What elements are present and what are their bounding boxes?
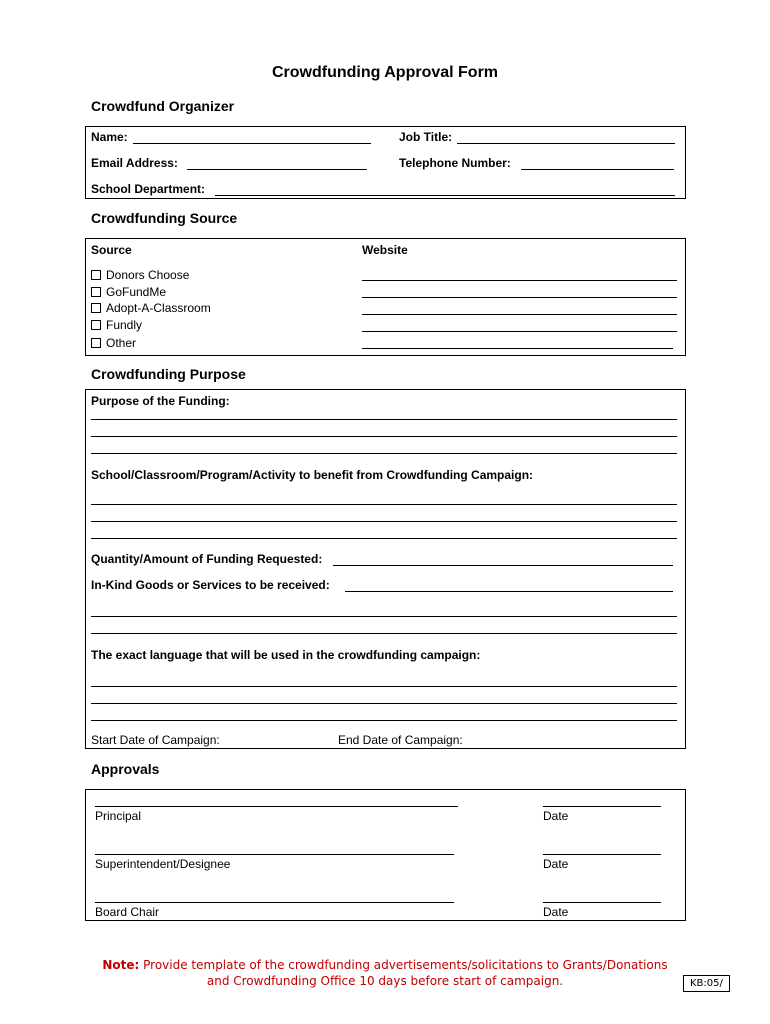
website-field[interactable] [362, 348, 673, 349]
note-label: Note: [102, 958, 140, 972]
purpose-label: Purpose of the Funding: [91, 394, 230, 408]
board-chair-date-field[interactable] [543, 902, 661, 903]
language-label: The exact language that will be used in the crowdfunding campaign: [91, 648, 481, 662]
checkbox-icon[interactable] [91, 338, 101, 348]
source-column-header: Source [91, 243, 132, 257]
source-option-gofundme[interactable]: GoFundMe [91, 285, 166, 299]
source-option-fundly[interactable]: Fundly [91, 318, 142, 332]
principal-date-field[interactable] [543, 806, 661, 807]
principal-label: Principal [95, 809, 142, 823]
purpose-field[interactable] [91, 436, 677, 437]
source-option-adopt-a-classroom[interactable]: Adopt-A-Classroom [91, 301, 211, 315]
start-date-label: Start Date of Campaign: [91, 733, 220, 747]
inkind-field[interactable] [91, 616, 677, 617]
checkbox-icon[interactable] [91, 287, 101, 297]
date-label: Date [543, 857, 569, 871]
superintendent-date-field[interactable] [543, 854, 661, 855]
organizer-box [85, 126, 686, 199]
department-field[interactable] [215, 195, 675, 196]
language-field[interactable] [91, 686, 677, 687]
benefit-field[interactable] [91, 504, 677, 505]
name-field[interactable] [133, 143, 371, 144]
date-label: Date [543, 905, 569, 919]
approvals-heading: Approvals [91, 761, 160, 777]
checkbox-icon[interactable] [91, 320, 101, 330]
benefit-field[interactable] [91, 538, 677, 539]
checkbox-icon[interactable] [91, 303, 101, 313]
checkbox-icon[interactable] [91, 270, 101, 280]
language-field[interactable] [91, 720, 677, 721]
form-title: Crowdfunding Approval Form [271, 64, 499, 81]
purpose-field[interactable] [91, 419, 677, 420]
job-title-label: Job Title: [399, 130, 453, 144]
website-field[interactable] [362, 331, 677, 332]
inkind-field[interactable] [345, 591, 673, 592]
benefit-field[interactable] [91, 521, 677, 522]
purpose-box [85, 389, 686, 749]
footer-note [100, 957, 670, 989]
email-field[interactable] [187, 169, 367, 170]
superintendent-label: Superintendent/Designee [95, 857, 231, 871]
board-chair-label: Board Chair [95, 905, 160, 919]
board-chair-signature-field[interactable] [95, 902, 454, 903]
note-text: Provide template of the crowdfunding advertisements/solicitations to Grants/Donations and Crowdfunding Office 10 days before start of campaign. [139, 958, 668, 988]
quantity-label: Quantity/Amount of Funding Requested: [91, 552, 323, 566]
organizer-heading: Crowdfund Organizer [91, 98, 235, 114]
website-column-header: Website [362, 243, 408, 257]
purpose-field[interactable] [91, 453, 677, 454]
name-label: Name: [91, 130, 128, 144]
email-label: Email Address: [91, 156, 178, 170]
benefit-label: School/Classroom/Program/Activity to benefit from Crowdfunding Campaign: [91, 468, 534, 482]
form-code: KB:05/ [683, 975, 730, 992]
source-box [85, 238, 686, 356]
source-heading: Crowdfunding Source [91, 210, 238, 226]
purpose-heading: Crowdfunding Purpose [91, 366, 246, 382]
website-field[interactable] [362, 297, 677, 298]
source-option-other[interactable]: Other [91, 336, 136, 350]
date-label: Date [543, 809, 569, 823]
inkind-field[interactable] [91, 633, 677, 634]
job-title-field[interactable] [457, 143, 675, 144]
telephone-field[interactable] [521, 169, 674, 170]
superintendent-signature-field[interactable] [95, 854, 454, 855]
quantity-field[interactable] [333, 565, 673, 566]
source-option-donors-choose[interactable]: Donors Choose [91, 268, 189, 282]
website-field[interactable] [362, 314, 677, 315]
end-date-label: End Date of Campaign: [338, 733, 463, 747]
language-field[interactable] [91, 703, 677, 704]
department-label: School Department: [91, 182, 206, 196]
telephone-label: Telephone Number: [399, 156, 511, 170]
principal-signature-field[interactable] [95, 806, 458, 807]
approvals-box [85, 789, 686, 921]
inkind-label: In-Kind Goods or Services to be received: [91, 578, 330, 592]
website-field[interactable] [362, 280, 677, 281]
